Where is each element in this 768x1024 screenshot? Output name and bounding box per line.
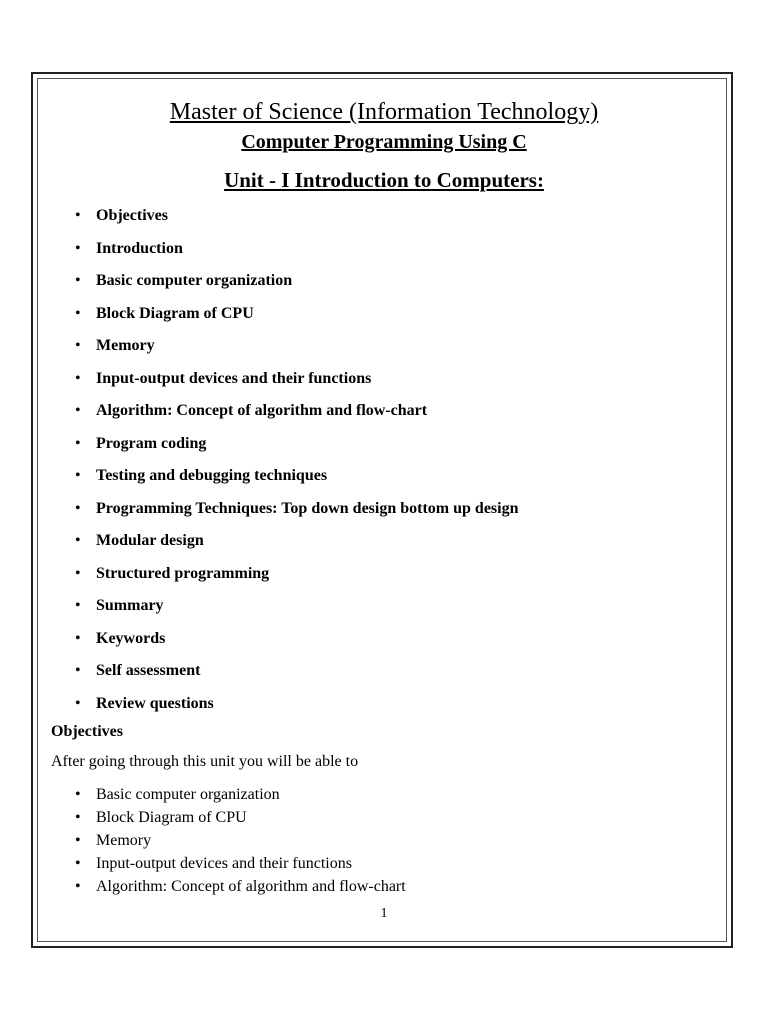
- objectives-list: [51, 783, 717, 898]
- contents-item-text: Review questions: [96, 694, 214, 712]
- contents-item: [51, 525, 717, 558]
- contents-item-text: Keywords: [96, 629, 166, 647]
- bullet-icon: •: [75, 878, 81, 895]
- unit-title: Unit - I Introduction to Computers:: [224, 168, 544, 192]
- bullet-icon: •: [75, 786, 81, 803]
- bullet-icon: •: [75, 597, 81, 614]
- objective-item-text: Block Diagram of CPU: [96, 809, 247, 826]
- contents-item-text: Objectives: [96, 207, 168, 224]
- bullet-icon: •: [75, 629, 81, 647]
- contents-item-text: Memory: [96, 337, 155, 354]
- bullet-icon: •: [75, 304, 81, 322]
- contents-item-text: Structured programming: [96, 564, 270, 582]
- contents-item: [51, 558, 717, 591]
- objective-item-text: Input-output devices and their functions: [96, 855, 352, 872]
- objective-item-text: Basic computer organization: [96, 786, 280, 803]
- bullet-icon: •: [75, 532, 81, 549]
- contents-item: [51, 428, 717, 461]
- objective-item-text: Memory: [96, 832, 152, 849]
- contents-item-text: Self assessment: [96, 662, 201, 679]
- contents-item: [51, 688, 717, 721]
- contents-item: [51, 363, 717, 396]
- contents-item-text: Testing and debugging techniques: [96, 467, 328, 484]
- document-title: Master of Science (Information Technology): [169, 99, 599, 125]
- objective-item: [51, 829, 717, 852]
- contents-item: [51, 298, 717, 331]
- bullet-icon: •: [75, 272, 81, 289]
- contents-item-text: Algorithm: Concept of algorithm and flow-chart: [96, 402, 428, 419]
- contents-item: [51, 655, 717, 688]
- bullet-icon: •: [75, 832, 81, 849]
- contents-item-text: Program coding: [96, 434, 207, 452]
- objectives-intro: After going through this unit you will be able to: [51, 753, 359, 770]
- contents-item: [51, 623, 717, 656]
- objective-item: [51, 875, 717, 898]
- bullet-icon: •: [75, 809, 81, 826]
- bullet-icon: •: [75, 402, 81, 419]
- page-number: 1: [380, 906, 388, 921]
- course-title: Computer Programming Using C: [241, 131, 527, 153]
- bullet-icon: •: [75, 207, 81, 224]
- objective-item: [51, 852, 717, 875]
- contents-item-text: Input-output devices and their functions: [96, 369, 372, 387]
- document-body: [51, 96, 717, 898]
- contents-item-text: Block Diagram of CPU: [96, 304, 254, 322]
- contents-item: [51, 330, 717, 363]
- bullet-icon: •: [75, 662, 81, 679]
- contents-item-text: Basic computer organization: [96, 272, 293, 289]
- contents-item-text: Summary: [96, 597, 164, 614]
- bullet-icon: •: [75, 369, 81, 387]
- contents-item: [51, 265, 717, 298]
- objectives-heading: Objectives: [51, 723, 123, 740]
- contents-item: [51, 590, 717, 623]
- contents-item: [51, 395, 717, 428]
- contents-item-text: Modular design: [96, 532, 204, 549]
- bullet-icon: •: [75, 564, 81, 582]
- contents-item: [51, 233, 717, 266]
- contents-item: [51, 200, 717, 233]
- bullet-icon: •: [75, 499, 81, 517]
- bullet-icon: •: [75, 337, 81, 354]
- contents-item: [51, 460, 717, 493]
- bullet-icon: •: [75, 855, 81, 872]
- bullet-icon: •: [75, 694, 81, 712]
- contents-item: [51, 493, 717, 526]
- unit-contents-list: [51, 200, 717, 720]
- bullet-icon: •: [75, 467, 81, 484]
- contents-item-text: Programming Techniques: Top down design bottom up design: [96, 499, 519, 517]
- contents-item-text: Introduction: [96, 239, 183, 257]
- objective-item: [51, 806, 717, 829]
- bullet-icon: •: [75, 434, 81, 452]
- objective-item-text: Algorithm: Concept of algorithm and flow-chart: [96, 878, 406, 895]
- objective-item: [51, 783, 717, 806]
- bullet-icon: •: [75, 239, 81, 257]
